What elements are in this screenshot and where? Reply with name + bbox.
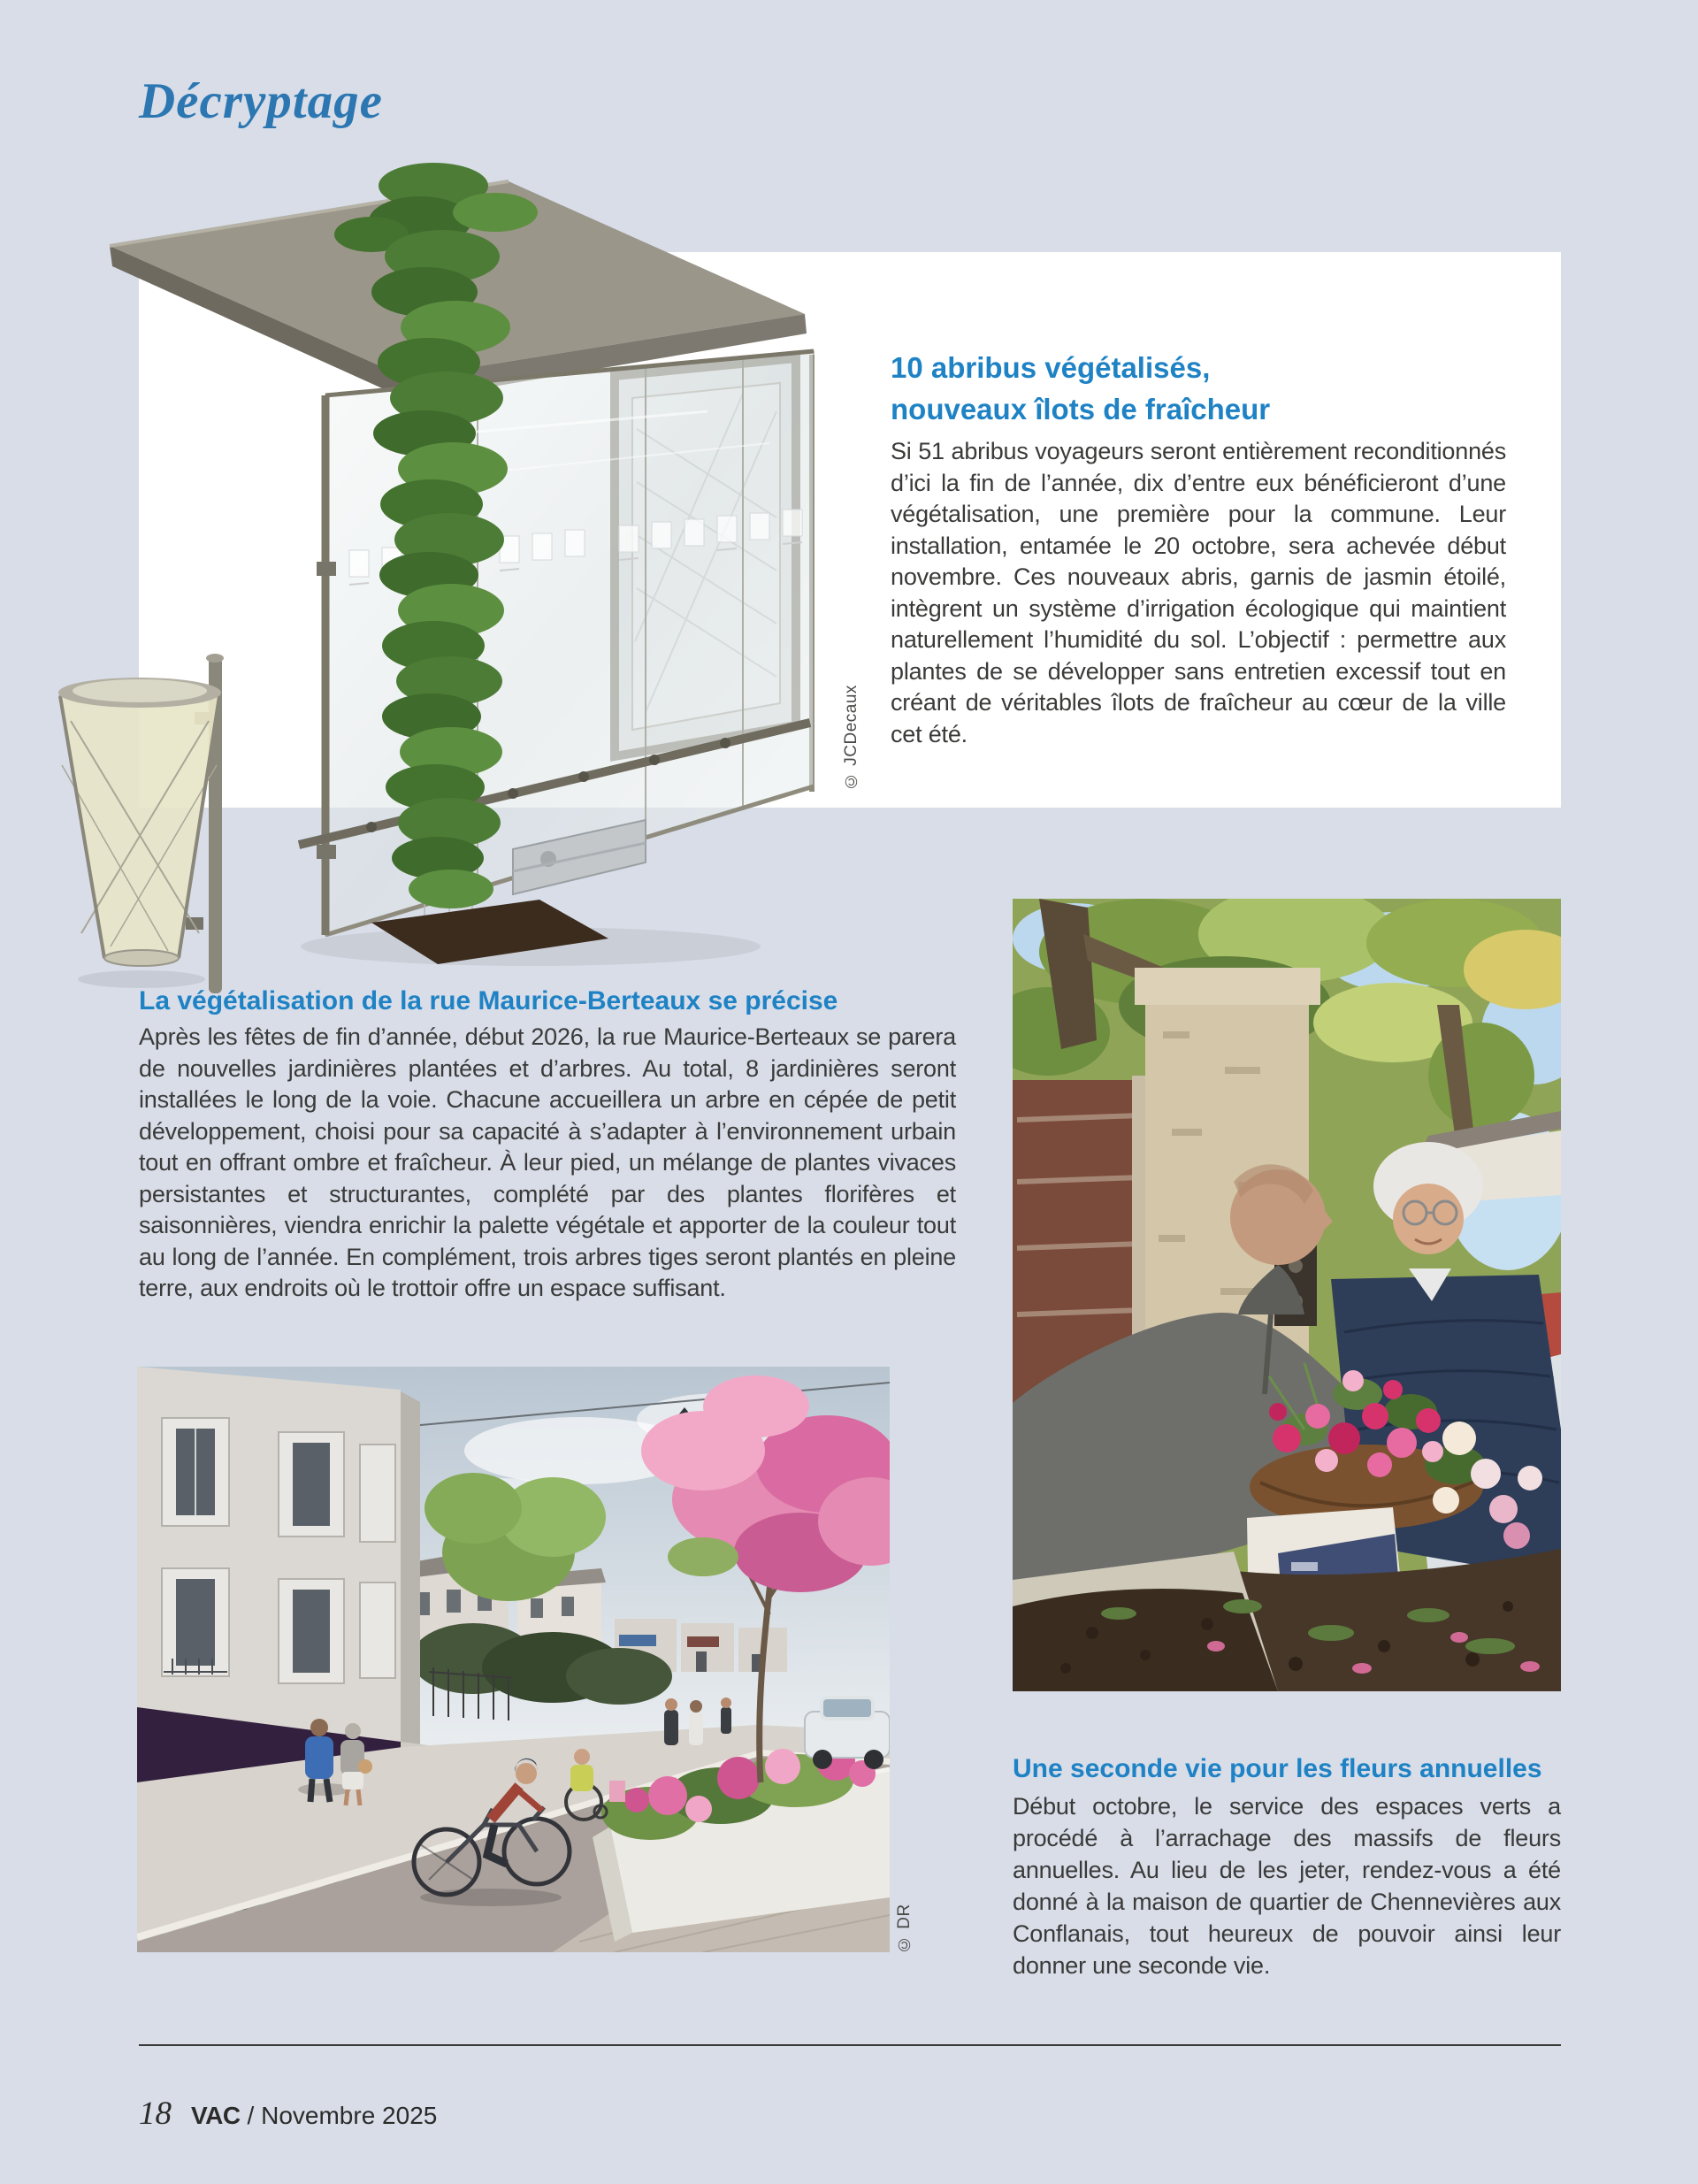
article-berteaux-body: Après les fêtes de fin d’année, début 2026, la rue Maurice-Berteaux se parera de nouvelles jardinières plantées et d’arbres. Au total, 8 jardinières seront installées le long de la voie. Chacune accueillera un arbre en cépée de petit développement, choisi pour sa capacité à s’adapter à l’environnement urbain tout en offrant ombre et fraîcheur. À leur pied, un mélange de plantes vivaces persistantes et structurantes, complété par des plantes florifères et saisonnières, viendra enrichir la palette végétale et apporter de la couleur tout au long de l’année. En complément, trois arbres tiges seront plantés en pleine terre, aux endroits où le trottoir offre un espace suffisant. [139,1023,956,1301]
photo-credit-jcdecaux: © JCDecaux [842,685,860,790]
article-berteaux-title: La végétalisation de la rue Maurice-Berteaux se précise [139,986,838,1015]
article-abribus-title-line2: nouveaux îlots de fraîcheur [891,393,1271,425]
issue-date: / Novembre 2025 [247,2102,438,2129]
article-berteaux [139,984,956,1305]
footer-rule [139,2044,1561,2046]
page-kicker: Décryptage [139,73,383,129]
article-fleurs [1013,1751,1561,1981]
article-abribus [891,347,1506,750]
page-number: 18 [139,2096,172,2132]
article-fleurs-title: Une seconde vie pour les fleurs annuelles [1013,1754,1542,1783]
litter-bin-icon [58,654,224,993]
article-fleurs-body: Début octobre, le service des espaces verts a procédé à l’arrachage des massifs de fleurs annuelles. Au lieu de les jeter, rendez-vous a été donné à la maison de quartier de Chennevières aux Conflanais, tout heureux de pouvoir ainsi leur donner une seconde vie. [1013,1793,1561,1979]
article-abribus-title-line1: 10 abribus végétalisés, [891,351,1211,384]
bus-shelter-illustration [35,146,884,1008]
magazine-name: VAC [191,2102,241,2129]
photo-credit-dr: © DR [895,1904,914,1953]
volunteers-flowers-photo [1013,899,1561,1691]
street-rendering-photo [137,1367,890,1952]
page-footer [139,2095,437,2133]
article-abribus-body: Si 51 abribus voyageurs seront entièrement reconditionnés d’ici la fin de l’année, dix d’entre eux bénéficieront d’une végétalisation, une première pour la commune. Leur installation, entamée le 20 octobre, sera achevée début novembre. Ces nouveaux abris, garnis de jasmin étoilé, intègrent un système d’irrigation écologique qui maintient naturellement l’humidité du sol. L’objectif : permettre aux plantes de se développer sans entretien excessif tout en créant de véritables îlots de fraîcheur au cœur de la ville cet été. [891,438,1506,747]
